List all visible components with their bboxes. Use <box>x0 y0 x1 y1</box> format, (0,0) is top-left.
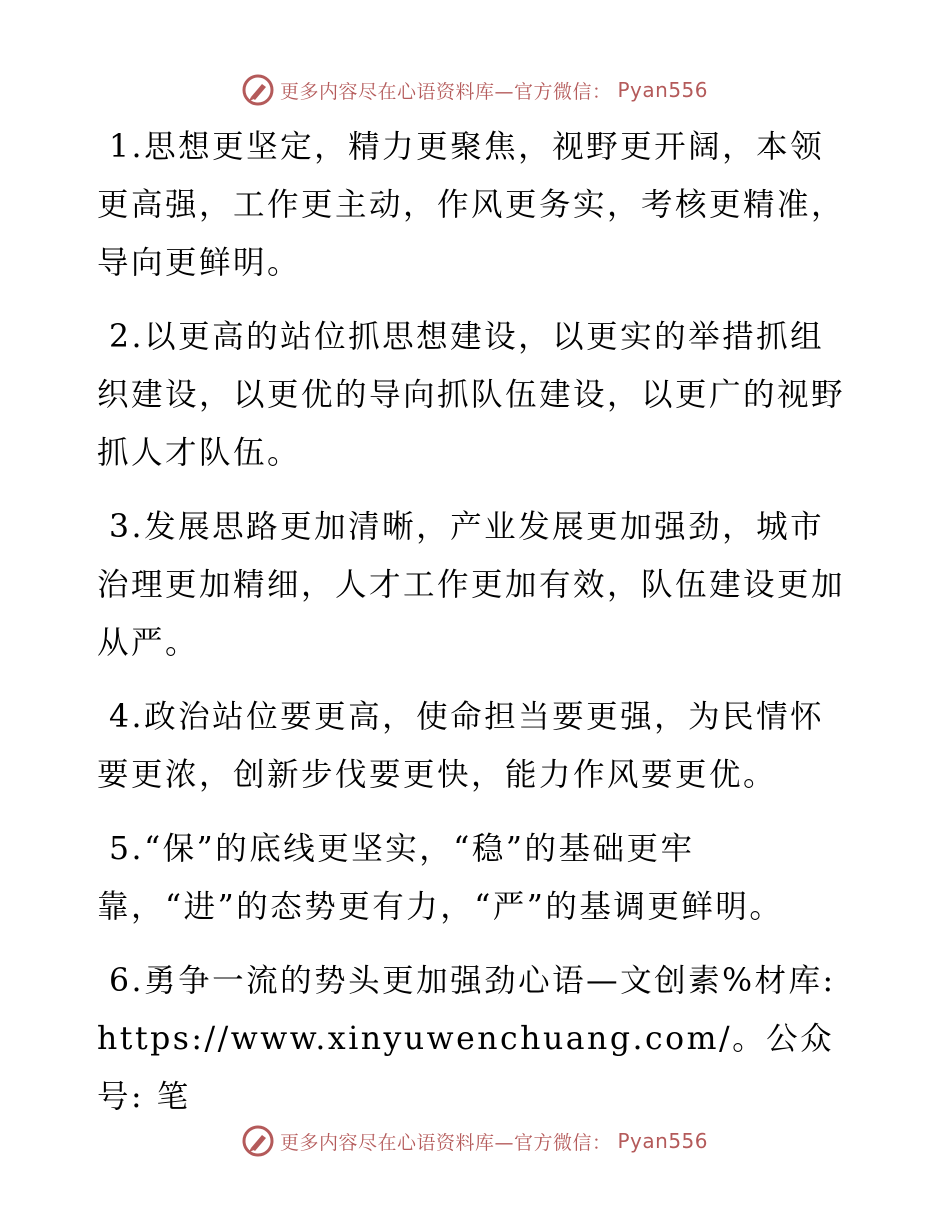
paragraph-number: 2. <box>109 319 145 355</box>
paragraph-number: 1. <box>109 129 145 165</box>
paragraph-text: “保”的底线更坚实，“稳”的基础更牢靠，“进”的态势更有力，“严”的基调更鲜明。 <box>97 831 784 925</box>
paragraph-2 <box>97 308 857 482</box>
paragraph-number: 4. <box>109 699 145 735</box>
paragraph-6 <box>97 952 857 1126</box>
paragraph-text: 发展思路更加清晰，产业发展更加强劲，城市治理更加精细，人才工作更加有效，队伍建设更加从严。 <box>97 509 846 661</box>
paragraph-number: 5. <box>109 831 145 867</box>
paragraph-text: 政治站位要更高，使命担当要更强，为民情怀要更浓，创新步伐要更快，能力作风要更优。 <box>97 699 825 793</box>
footer-watermark <box>0 1121 950 1161</box>
watermark-wechat-id: Pyan556 <box>617 78 709 102</box>
paragraph-number: 6. <box>109 963 145 999</box>
document-body <box>97 118 857 1126</box>
watermark-cn-text: 更多内容尽在心语资料库—官方微信： <box>279 1131 612 1154</box>
watermark-wechat-id: Pyan556 <box>617 1129 709 1153</box>
paragraph-5 <box>97 820 857 936</box>
paragraph-1 <box>97 118 857 292</box>
paragraph-text: 思想更坚定，精力更聚焦，视野更开阔，本领更高强，工作更主动，作风更务实，考核更精准，导向更鲜明。 <box>97 129 846 281</box>
paragraph-number: 3. <box>109 509 145 545</box>
watermark-cn-text: 更多内容尽在心语资料库—官方微信： <box>279 80 612 103</box>
pen-logo-icon <box>242 74 274 106</box>
header-watermark <box>0 70 950 110</box>
paragraph-text: 勇争一流的势头更加强劲心语—文创素%材库:https://www.xinyuwenchuang.com/。公众号: 笔 <box>97 963 836 1115</box>
paragraph-text: 以更高的站位抓思想建设，以更实的举措抓组织建设，以更优的导向抓队伍建设，以更广的视野抓人才队伍。 <box>97 319 846 471</box>
pen-logo-icon <box>242 1125 274 1157</box>
paragraph-3 <box>97 498 857 672</box>
paragraph-4 <box>97 688 857 804</box>
